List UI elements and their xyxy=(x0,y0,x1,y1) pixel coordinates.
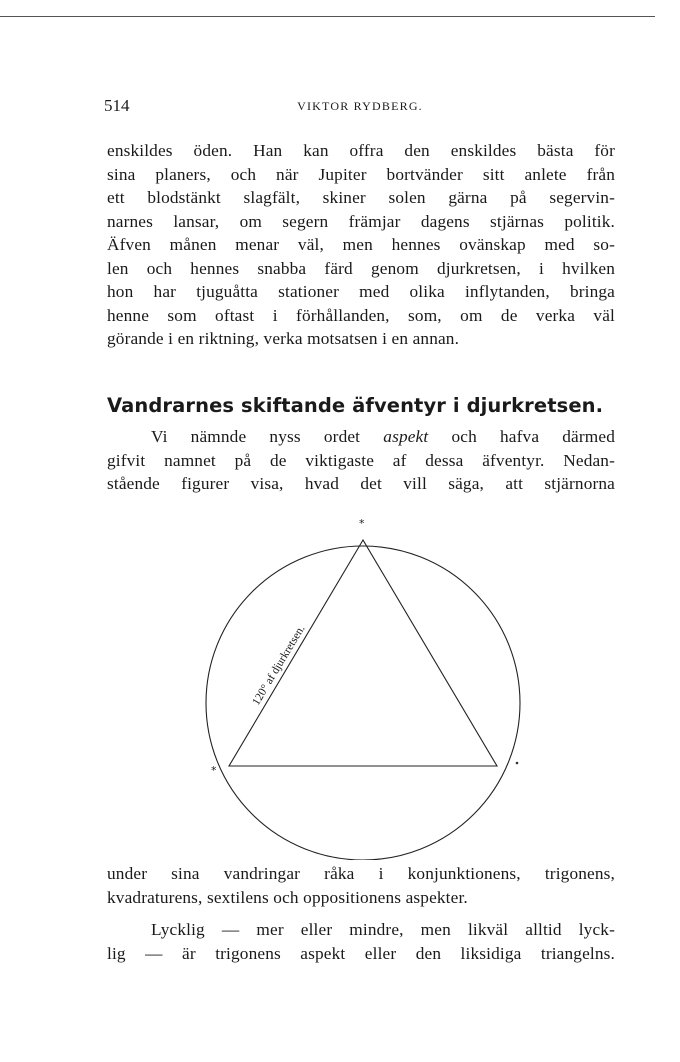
dot-marker-right xyxy=(516,762,519,765)
text-line: ett blodstänkt slagfält, skiner solen gärna på segervin- xyxy=(107,188,615,207)
text-line: kvadraturens, sextilens och oppositionens aspekter. xyxy=(107,887,468,907)
italic-term: aspekt xyxy=(383,427,429,446)
text-line: under sina vandringar råka i konjunktionens, trigonens, xyxy=(107,864,615,883)
trigon-triangle xyxy=(229,540,497,766)
text-line: sina planers, och när Jupiter bortvänder sitt anlete från xyxy=(107,164,615,184)
text-segment: och hafva därmed xyxy=(428,427,615,446)
page-header xyxy=(104,96,616,118)
text-segment: Vi nämnde nyss ordet xyxy=(151,427,384,446)
trigon-diagram xyxy=(195,510,535,860)
text-line: narnes lansar, om segern främjar dagens stjärnas politik. xyxy=(107,211,615,231)
paragraph-2 xyxy=(107,425,615,496)
page-number: 514 xyxy=(104,96,130,115)
text-line: henne som oftast i förhållanden, som, om de verka väl xyxy=(107,305,615,325)
text-line: görande i en riktning, verka motsatsen i en annan. xyxy=(107,329,460,348)
text-line: Äfven månen menar väl, men hennes ovänskap med so- xyxy=(107,235,615,254)
text-line: gifvit namnet på de viktigaste af dessa äfventyr. Nedan- xyxy=(107,450,615,470)
section-heading: Vandrarnes skiftande äfventyr i djurkretsen. xyxy=(107,394,604,417)
trigon-figure xyxy=(195,510,535,860)
text-line: Lycklig — mer eller mindre, men likväl alltid lyck- xyxy=(151,920,615,939)
text-line: stående figurer visa, hvad det vill säga, att stjärnorna xyxy=(107,474,615,493)
arc-label: 120° af djurkretsen. xyxy=(250,623,308,708)
paragraph-4 xyxy=(107,918,615,965)
paragraph-3 xyxy=(107,862,615,909)
star-marker-left: * xyxy=(211,764,217,777)
running-title: VIKTOR RYDBERG. xyxy=(297,99,423,113)
text-line: len och hennes snabba färd genom djurkretsen, i hvilken xyxy=(107,258,615,278)
text-line: enskildes öden. Han kan offra den enskildes bästa för xyxy=(107,141,615,160)
text-line: lig — är trigonens aspekt eller den liksidiga triangelns. xyxy=(107,943,615,963)
paragraph-1 xyxy=(107,139,615,351)
text-line xyxy=(107,425,615,449)
top-rule xyxy=(0,16,655,17)
star-marker-top: * xyxy=(359,517,365,530)
text-line: hon har tjuguåtta stationer med olika inflytanden, bringa xyxy=(107,282,615,301)
